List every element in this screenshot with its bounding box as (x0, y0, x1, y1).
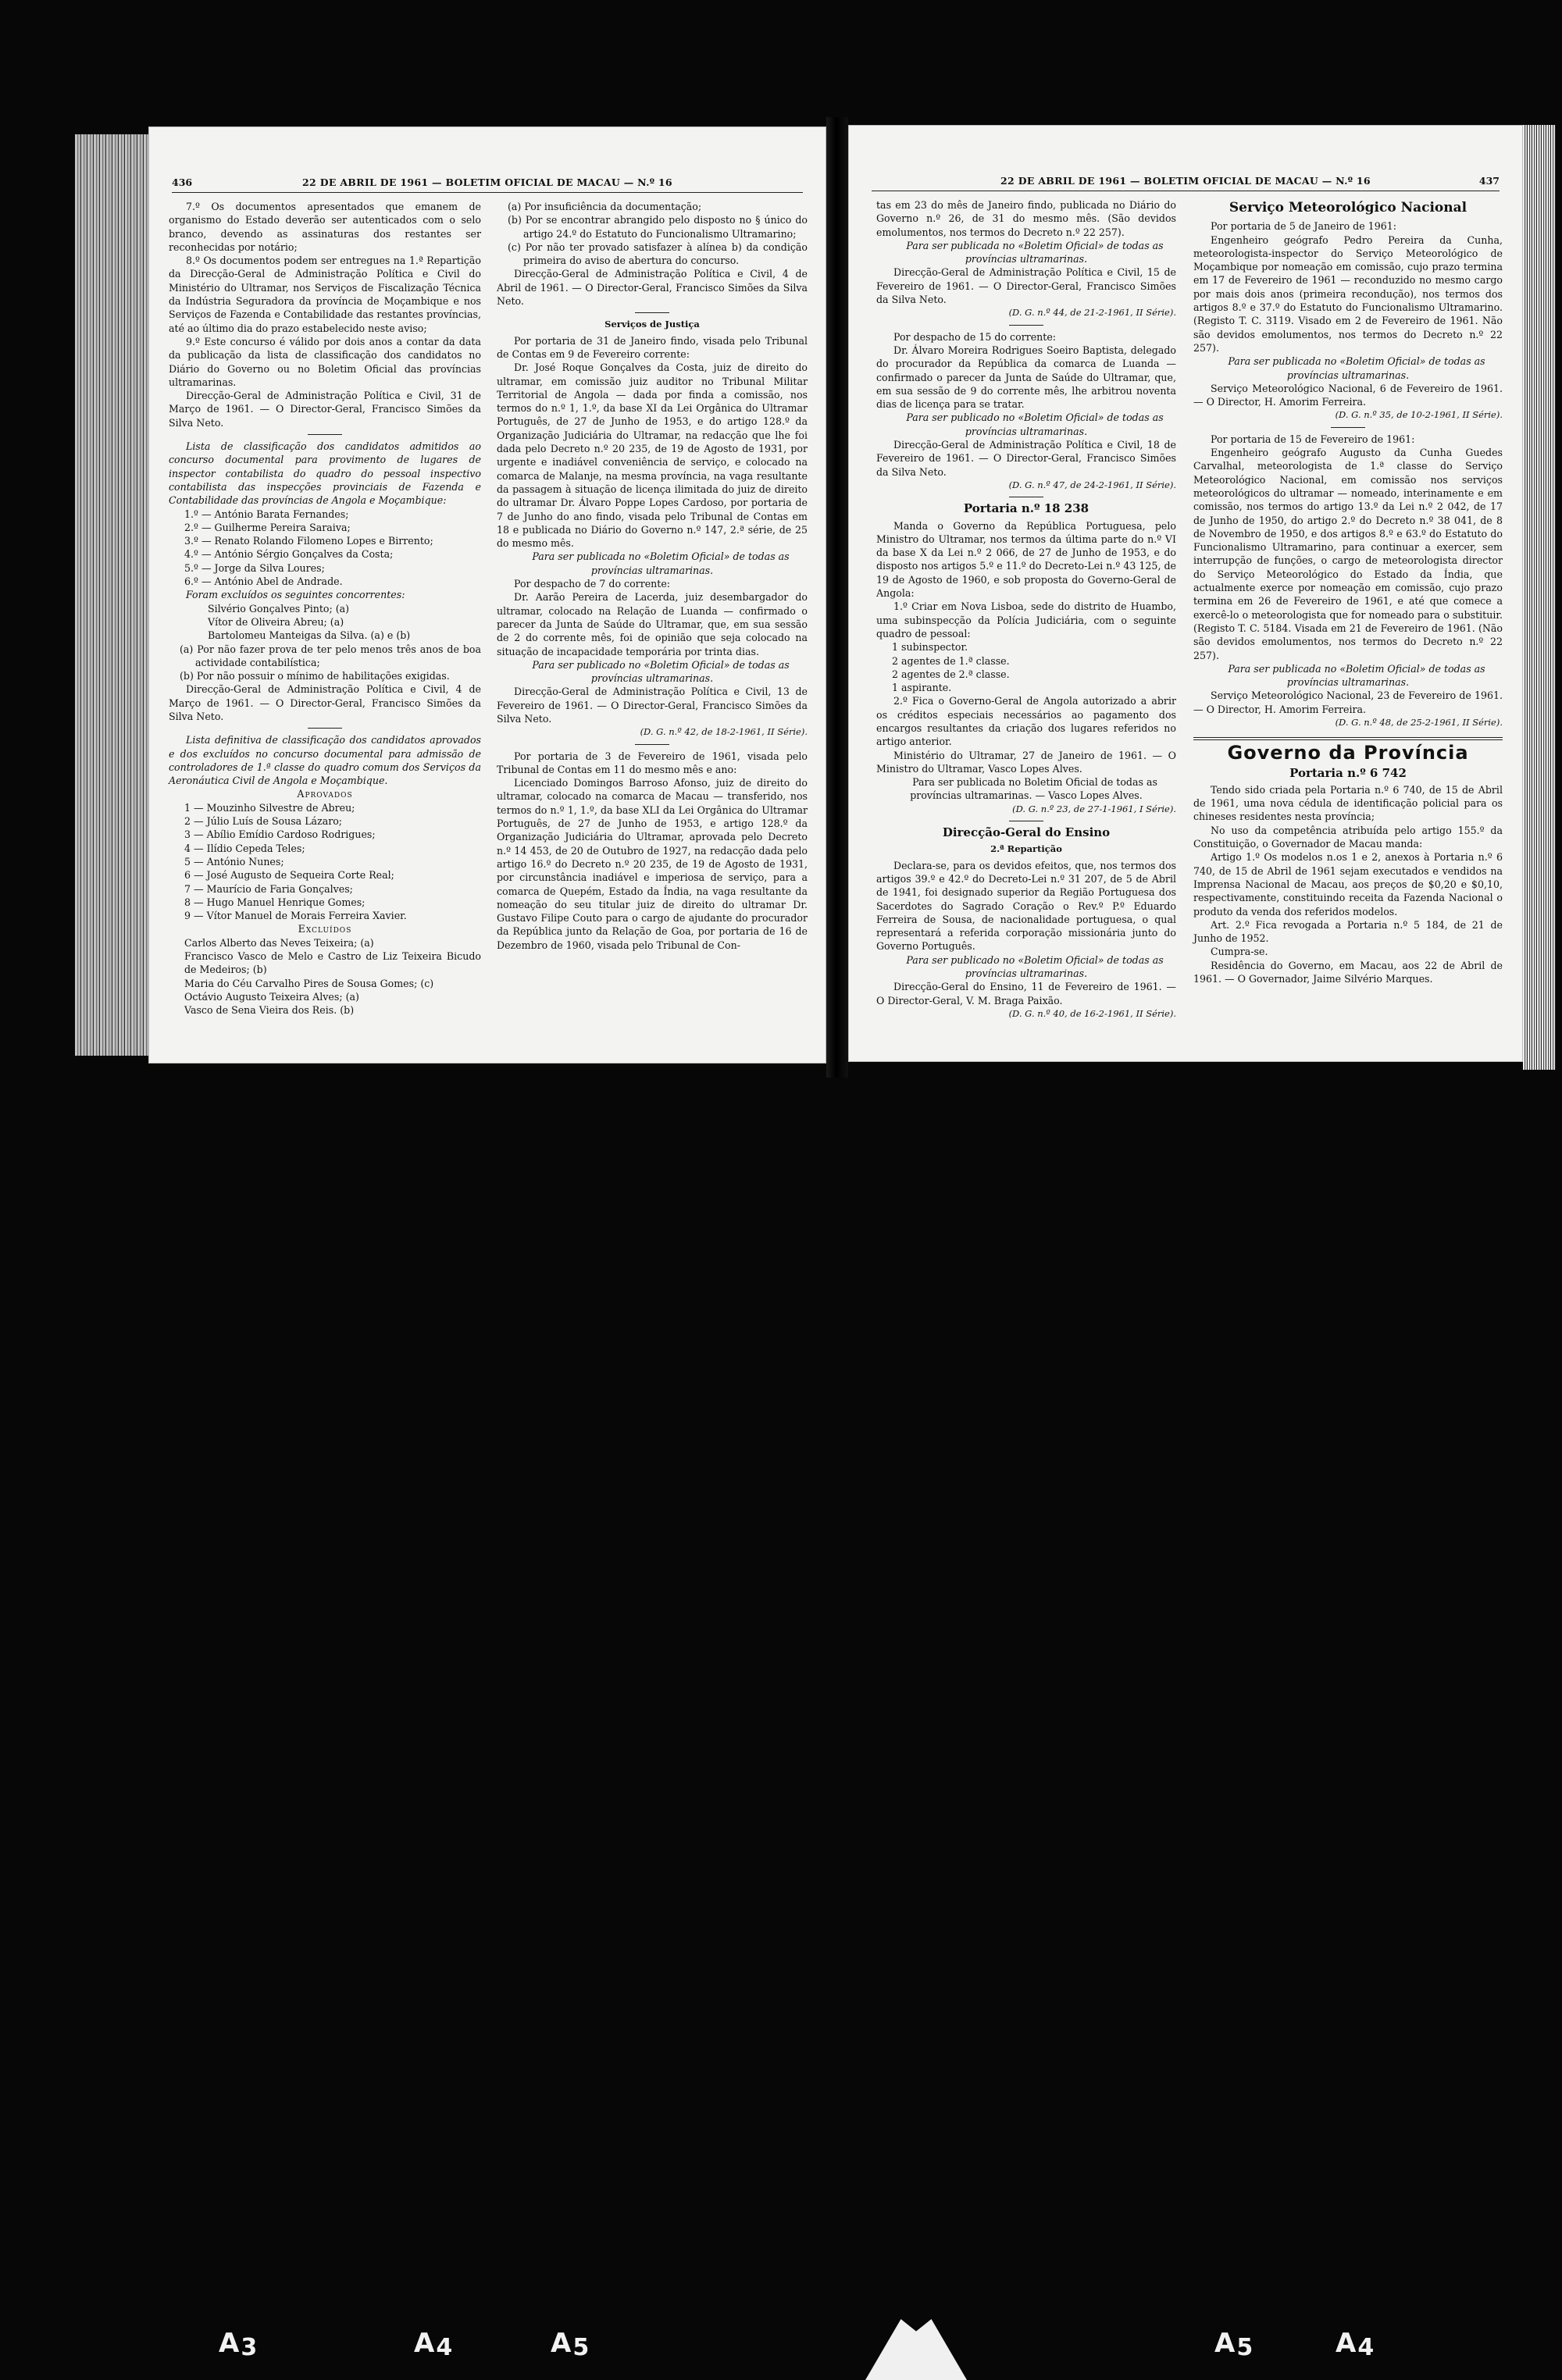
paragraph: Dr. José Roque Gonçalves da Costa, juiz de direito do ultramar, em comissão juiz auditor no Tribunal Militar Territorial de Angola — dada por finda a comissão, nos termos do n.º 1, 1.º, da base XI da Lei Orgânica do Ultramar Português, de 27 de Junho de 1953, e do artigo 128.º da Organização Judiciária do Ultramar, na redacção que lhe foi dada pelo Decreto n.º 20 235, de 19 de Agosto de 1931, por urgente e inadiável conveniência de serviço, e colocado na comarca de Malanje, na mesma província, na vaga resultante da passagem à situação de licença ilimitada do juiz de direito do ultramar Dr. Álvaro Poppe Lopes Cardoso, por portaria de 7 de Junho do ano findo, visada pelo Tribunal de Contas em 18 e publicada no Diário do Governo n.º 147, 2.ª série, de 25 do mesmo mês. (497, 362, 808, 550)
left-page-number: 436 (172, 176, 193, 188)
frame-mark-5: A4 (1336, 2328, 1375, 2361)
paragraph: Para ser publicado no «Boletim Oficial» de todas as províncias ultramarinas. (906, 412, 1164, 437)
list-item: 8 — Hugo Manuel Henrique Gomes; (184, 896, 366, 908)
book-spine-silhouette (865, 2319, 967, 2380)
right-running-title: 22 DE ABRIL DE 1961 — BOLETIM OFICIAL DE MACAU — N.º 16 (1000, 175, 1371, 187)
paragraph: Para ser publicada no «Boletim Oficial» de todas as províncias ultramarinas. (1228, 355, 1485, 381)
section-divider (1331, 427, 1365, 428)
left-page-edges (75, 134, 149, 1056)
paragraph: Dr. Aarão Pereira de Lacerda, juiz desembargador do ultramar, colocado na Relação de Luanda — confirmado o parecer da Junta de Saúde do Ultramar, que, em sua sessão de 2 do corrente mês, foi de opinião que seja colocado na situação de incapacidade temporária por trinta dias. (497, 591, 808, 657)
paragraph: Para ser publicada no «Boletim Oficial» de todas as províncias ultramarinas. (1228, 662, 1485, 689)
paragraph: Para ser publicado no «Boletim Oficial» de todas as províncias ultramarinas. (906, 953, 1164, 980)
left-column-2 (497, 200, 808, 952)
paragraph: Serviço Meteorológico Nacional, 6 de Fevereiro de 1961. — O Director, H. Amorim Ferreira. (1193, 382, 1503, 408)
list-item: Maria do Céu Carvalho Pires de Sousa Gomes; (c) (184, 977, 434, 989)
sub-heading: Direcção-Geral do Ensino (942, 825, 1111, 840)
paragraph: Serviço Meteorológico Nacional, 23 de Fevereiro de 1961. — O Director, H. Amorim Ferreira. (1193, 689, 1503, 715)
paragraph: Art. 2.º Fica revogada a Portaria n.º 5 184, de 21 de Junho de 1952. (1193, 918, 1503, 945)
list-item: 1.º — António Barata Fernandes; (184, 508, 349, 520)
paragraph: No uso da competência atribuída pelo artigo 155.º da Constituição, o Governador de Macau manda: (1193, 824, 1503, 850)
paragraph: Direcção-Geral do Ensino, 11 de Fevereiro de 1961. — O Director-Geral, V. M. Braga Paixão. (876, 981, 1176, 1007)
footnote-item: (a) Por não fazer prova de ter pelo menos três anos de boa actividade contabilística; (180, 643, 481, 668)
government-section-title: Governo da Província (1227, 742, 1469, 764)
list-item: 3.º — Renato Rolando Filomeno Lopes e Birrento; (184, 535, 433, 547)
list-item: Bartolomeu Manteigas da Silva. (a) e (b) (208, 629, 411, 642)
footnote-item: (c) Por não ter provado satisfazer à alínea b) da condição primeira do aviso de abertura do concurso. (508, 240, 808, 267)
film-strip-footer (0, 1162, 1562, 2361)
double-rule-divider (1193, 737, 1503, 740)
list-item: 6 — José Augusto de Sequeira Corte Real; (184, 869, 394, 882)
list-item: 2 agentes de 2.ª classe. (892, 668, 1010, 680)
left-running-head (172, 173, 803, 193)
paragraph: 1.º Criar em Nova Lisboa, sede do distrito de Huambo, uma subinspecção da Polícia Judiciária, com o seguinte quadro de pessoal: (876, 600, 1176, 640)
left-running-title: 22 DE ABRIL DE 1961 — BOLETIM OFICIAL DE MACAU — N.º 16 (302, 176, 672, 188)
paragraph: Direcção-Geral de Administração Política e Civil, 13 de Fevereiro de 1961. — O Director-Geral, Francisco Simões da Silva Neto. (497, 686, 808, 725)
paragraph: 9.º Este concurso é válido por dois anos a contar da data da publicação da lista de classificação dos candidatos no Diário do Governo ou no Boletim Oficial das províncias ultramarinas. (169, 335, 481, 388)
citation-reference: (D. G. n.º 40, de 16-2-1961, II Série). (1008, 1007, 1176, 1019)
paragraph: 2.º Fica o Governo-Geral de Angola autorizado a abrir os créditos especiais necessários ao pagamento dos encargos resultantes da criação dos lugares referidos no artigo anterior. (876, 695, 1176, 748)
paragraph: 8.º Os documentos podem ser entregues na 1.ª Repartição da Direcção-Geral de Administração Política e Civil do Ministério do Ultramar, nos Serviços de Fiscalização Técnica da Indústria Seguradora da província de Moçambique e nos Serviços de Fazenda e Contabilidade das restantes províncias, até ao último dia do prazo estabelecido neste aviso; (169, 255, 481, 334)
list-item: Vítor de Oliveira Abreu; (a) (208, 615, 344, 628)
paragraph: Para ser publicado no «Boletim Oficial» de todas as províncias ultramarinas. (532, 658, 790, 685)
paragraph: Por portaria de 15 de Fevereiro de 1961: (1211, 433, 1415, 445)
left-column-1 (169, 200, 481, 1017)
paragraph: Para ser publicada no «Boletim Oficial» de todas as províncias ultramarinas. (906, 239, 1164, 265)
paragraph: Residência do Governo, em Macau, aos 22 de Abril de 1961. — O Governador, Jaime Silvério Marques. (1193, 959, 1503, 985)
minor-heading: Serviços de Justiça (604, 319, 700, 330)
paragraph: tas em 23 do mês de Janeiro findo, publicada no Diário do Governo n.º 26, de 31 do mesmo mês. (São devidos emolumentos, nos termos do Decreto n.º 22 257). (876, 199, 1176, 238)
frame-mark-3: A5 (551, 2328, 590, 2361)
list-item: 4.º — António Sérgio Gonçalves da Costa; (184, 548, 394, 561)
paragraph: Por despacho de 15 do corrente: (893, 330, 1057, 343)
right-running-head (872, 172, 1500, 191)
paragraph: Engenheiro geógrafo Pedro Pereira da Cunha, meteorologista-inspector do Serviço Meteorológico de Moçambique por nomeação em comissão, cujo prazo termina em 17 de Fevereiro de 1961 — reconduzido no mesmo cargo por mais dois anos (primeira recondução), nos termos dos artigos 8.º e 37.º do Estatuto do Funcionalismo Ultramarino. (Registo T. C. 3119. Visado em 2 de Fevereiro de 1961. Não são devidos emolumentos, nos termos do Decreto n.º 22 257). (1193, 233, 1503, 354)
paragraph: Lista definitiva de classificação dos candidatos aprovados e dos excluídos no concurso documental para admissão de controladores de 1.ª classe do quadro comum dos Serviços da Aeronáutica Civil de Angola e Moçambique. (169, 734, 481, 787)
list-item: 2.º — Guilherme Pereira Saraiva; (184, 521, 351, 533)
list-heading: Excluídos (298, 923, 352, 935)
list-item: Carlos Alberto das Neves Teixeira; (a) (184, 936, 374, 949)
paragraph: Direcção-Geral de Administração Política e Civil, 4 de Março de 1961. — O Director-Geral, Francisco Simões da Silva Neto. (169, 683, 481, 722)
book-gutter (826, 117, 848, 1078)
right-page (848, 125, 1523, 1062)
paragraph: Lista de classificação dos candidatos admitidos ao concurso documental para provimento de lugares de inspector contabilista do quadro do pessoal inspectivo contabilista das inspecções provinciais de Fazenda e Contabilidade das províncias de Angola e Moçambique: (169, 440, 481, 507)
paragraph: Declara-se, para os devidos efeitos, que, nos termos dos artigos 39.º e 42.º do Decreto-Lei n.º 31 207, de 5 de Abril de 1941, foi designado superior da Região Portuguesa dos Sacerdotes do Sagrado Coração o Rev.º P.º Eduardo Ferreira de Sousa, de nacionalidade portuguesa, o qual representará a referida corporação missionária junto do Governo Português. (876, 859, 1176, 953)
paragraph: Para ser publicada no Boletim Oficial de todas as províncias ultramarinas. — Vasco Lopes Alves. (910, 776, 1157, 802)
list-heading: Aprovados (297, 788, 353, 800)
section-divider (308, 728, 342, 729)
paragraph: Dr. Álvaro Moreira Rodrigues Soeiro Baptista, delegado do procurador da República da comarca de Luanda — confirmado o parecer da Junta de Saúde do Ultramar, que, em sua sessão de 9 do corrente mês, lhe arbitrou noventa dias de licença para se tratar. (876, 344, 1176, 411)
paragraph: Licenciado Domingos Barroso Afonso, juiz de direito do ultramar, colocado na comarca de Macau — transferido, nos termos do n.º 1, 1.º, da base XLI da Lei Orgânica do Ultramar Português, de 27 de Junho de 1953, e artigo 128.º da Organização Judiciária do Ultramar, aprovada pelo Decreto n.º 14 453, de 20 de Outubro de 1927, na redacção dada pelo artigo 16.º do Decreto n.º 20 235, de 19 de Agosto de 1931, por circunstância inadiável e imperiosa de serviço, para a comarca de Quepém, Estado da Índia, na vaga resultante da nomeação do seu titular juiz de direito do ultramar Dr. Gustavo Filipe Couto para o cargo de ajudante do procurador da República junto da Relação de Goa, por portaria de 16 de Dezembro de 1960, visada pelo Tribunal de Con- (497, 777, 808, 951)
paragraph: Tendo sido criada pela Portaria n.º 6 740, de 15 de Abril de 1961, uma nova cédula de identificação policial para os chineses residentes nesta província; (1193, 783, 1503, 823)
list-item: Silvério Gonçalves Pinto; (a) (208, 602, 350, 615)
left-page (148, 126, 826, 1064)
paragraph: Artigo 1.º Os modelos n.os 1 e 2, anexos à Portaria n.º 6 740, de 15 de Abril de 1961 sejam executados e vendidos na Imprensa Nacional de Macau, aos preços de $0,20 e $0,10, respectivamente, constituindo receita da Fazenda Nacional o produto da venda dos referidos modelos. (1193, 851, 1503, 917)
citation-reference: (D. G. n.º 23, de 27-1-1961, I Série). (1012, 803, 1176, 814)
paragraph: Foram excluídos os seguintes concorrentes: (186, 589, 405, 601)
paragraph: Por portaria de 3 de Fevereiro de 1961, visada pelo Tribunal de Contas em 11 do mesmo mês e ano: (497, 750, 808, 775)
list-item: Vasco de Sena Vieira dos Reis. (b) (184, 1004, 355, 1017)
paragraph: Ministério do Ultramar, 27 de Janeiro de 1961. — O Ministro do Ultramar, Vasco Lopes Alves. (876, 749, 1176, 775)
sub-heading: Portaria n.º 18 238 (963, 501, 1089, 516)
list-item: 3 — Abílio Emídio Cardoso Rodrigues; (184, 828, 376, 841)
list-item: 6.º — António Abel de Andrade. (184, 575, 343, 588)
list-item: 1 subinspector. (892, 641, 968, 654)
section-heading: Serviço Meteorológico Nacional (1229, 200, 1467, 216)
list-item: 2 agentes de 1.ª classe. (892, 654, 1010, 667)
paragraph: Manda o Governo da República Portuguesa, pelo Ministro do Ultramar, nos termos da última parte do n.º VI da base X da Lei n.º 2 066, de 27 de Junho de 1953, e do disposto nos artigos 5.º e 11.º do Decreto-Lei n.º 43 125, de 19 de Agosto de 1960, e sob proposta do Governo-Geral de Angola: (876, 519, 1176, 600)
citation-reference: (D. G. n.º 42, de 18-2-1961, II Série). (640, 726, 808, 738)
frame-mark-4: A5 (1214, 2328, 1254, 2361)
paragraph: Cumpra-se. (1211, 946, 1268, 958)
list-item: 7 — Maurício de Faria Gonçalves; (184, 882, 353, 895)
footnote-item: (b) Por se encontrar abrangido pelo disposto no § único do artigo 24.º do Estatuto do Funcionalismo Ultramarino; (508, 214, 808, 240)
right-page-number: 437 (1478, 175, 1500, 187)
paragraph: Direcção-Geral de Administração Política e Civil, 15 de Fevereiro de 1961. — O Director-Geral, Francisco Simões da Silva Neto. (876, 266, 1176, 306)
paragraph: Engenheiro geógrafo Augusto da Cunha Guedes Carvalhal, meteorologista de 1.ª classe do Serviço Meteorológico Nacional, em comissão nos serviços meteorológicos do ultramar — nomeado, interinamente e em comissão, nos termos do artigo 13.º da Lei n.º 2 042, de 17 de Junho de 1950, do artigo 2.º do Decreto n.º 38 041, de 8 de Novembro de 1950, e dos artigos 8.º e 63.º do Estatuto do Funcionalismo Ultramarino, para continuar a exercer, sem interrupção de funções, o cargo de meteorologista director do Serviço Meteorológico do Estado da Índia, que actualmente exerce por nomeação em comissão, cujo prazo termina em 26 de Fevereiro de 1961, e até que comece a exercê-lo o meteorologista que for nomeado para o substituir. (Registo T. C. 5184. Visada em 21 de Fevereiro de 1961. (Não são devidos emolumentos, nos termos do Decreto n.º 22 257). (1193, 447, 1503, 661)
paragraph: Por despacho de 7 do corrente: (514, 578, 671, 590)
list-item: 5 — António Nunes; (184, 855, 284, 868)
footnote-item: (b) Por não possuir o mínimo de habilitações exigidas. (180, 670, 450, 682)
footnote-item: (a) Por insuficiência da documentação; (508, 201, 702, 212)
list-item: 1 — Mouzinho Silvestre de Abreu; (184, 801, 355, 814)
citation-reference: (D. G. n.º 47, de 24-2-1961, II Série). (1008, 479, 1176, 490)
minor-heading: 2.ª Repartição (990, 843, 1062, 855)
list-item: 5.º — Jorge da Silva Loures; (184, 561, 325, 574)
section-divider (635, 744, 669, 745)
paragraph: Por portaria de 31 de Janeiro findo, visada pelo Tribunal de Contas em 9 de Fevereiro corrente: (497, 334, 808, 360)
paragraph: 7.º Os documentos apresentados que emanem de organismo do Estado deverão ser autenticados com o selo branco, devendo as assinaturas dos restantes ser reconhecidas por notário; (169, 201, 481, 253)
citation-reference: (D. G. n.º 48, de 25-2-1961, II Série). (1335, 716, 1503, 728)
frame-mark-2: A4 (414, 2328, 453, 2361)
frame-mark-1: A3 (219, 2328, 258, 2361)
citation-reference: (D. G. n.º 35, de 10-2-1961, II Série). (1335, 409, 1503, 421)
citation-reference: (D. G. n.º 44, de 21-2-1961, II Série). (1008, 307, 1176, 319)
paragraph: Direcção-Geral de Administração Política e Civil, 18 de Fevereiro de 1961. — O Director-Geral, Francisco Simões da Silva Neto. (876, 439, 1176, 478)
list-item: Octávio Augusto Teixeira Alves; (a) (184, 990, 359, 1003)
list-item: 9 — Vítor Manuel de Morais Ferreira Xavier. (184, 910, 407, 922)
right-column-1 (876, 198, 1176, 1021)
right-page-edges (1523, 125, 1556, 1070)
section-divider (635, 312, 669, 313)
list-item: 1 aspirante. (892, 682, 952, 694)
paragraph: Direcção-Geral de Administração Política e Civil, 31 de Março de 1961. — O Director-Geral, Francisco Simões da Silva Neto. (169, 390, 481, 429)
section-divider (308, 434, 342, 435)
paragraph: Por portaria de 5 de Janeiro de 1961: (1211, 220, 1396, 233)
list-item: Francisco Vasco de Melo e Castro de Liz Teixeira Bicudo de Medeiros; (b) (184, 950, 481, 976)
right-column-2 (1193, 198, 1503, 985)
paragraph: Para ser publicada no «Boletim Oficial» de todas as províncias ultramarinas. (532, 550, 790, 576)
list-item: 4 — Ilídio Cepeda Teles; (184, 842, 305, 854)
paragraph: Direcção-Geral de Administração Política e Civil, 4 de Abril de 1961. — O Director-Geral, Francisco Simões da Silva Neto. (497, 268, 808, 308)
sub-heading: Portaria n.º 6 742 (1289, 765, 1407, 780)
list-item: 2 — Júlio Luís de Sousa Lázaro; (184, 815, 343, 828)
section-divider (1009, 325, 1043, 326)
